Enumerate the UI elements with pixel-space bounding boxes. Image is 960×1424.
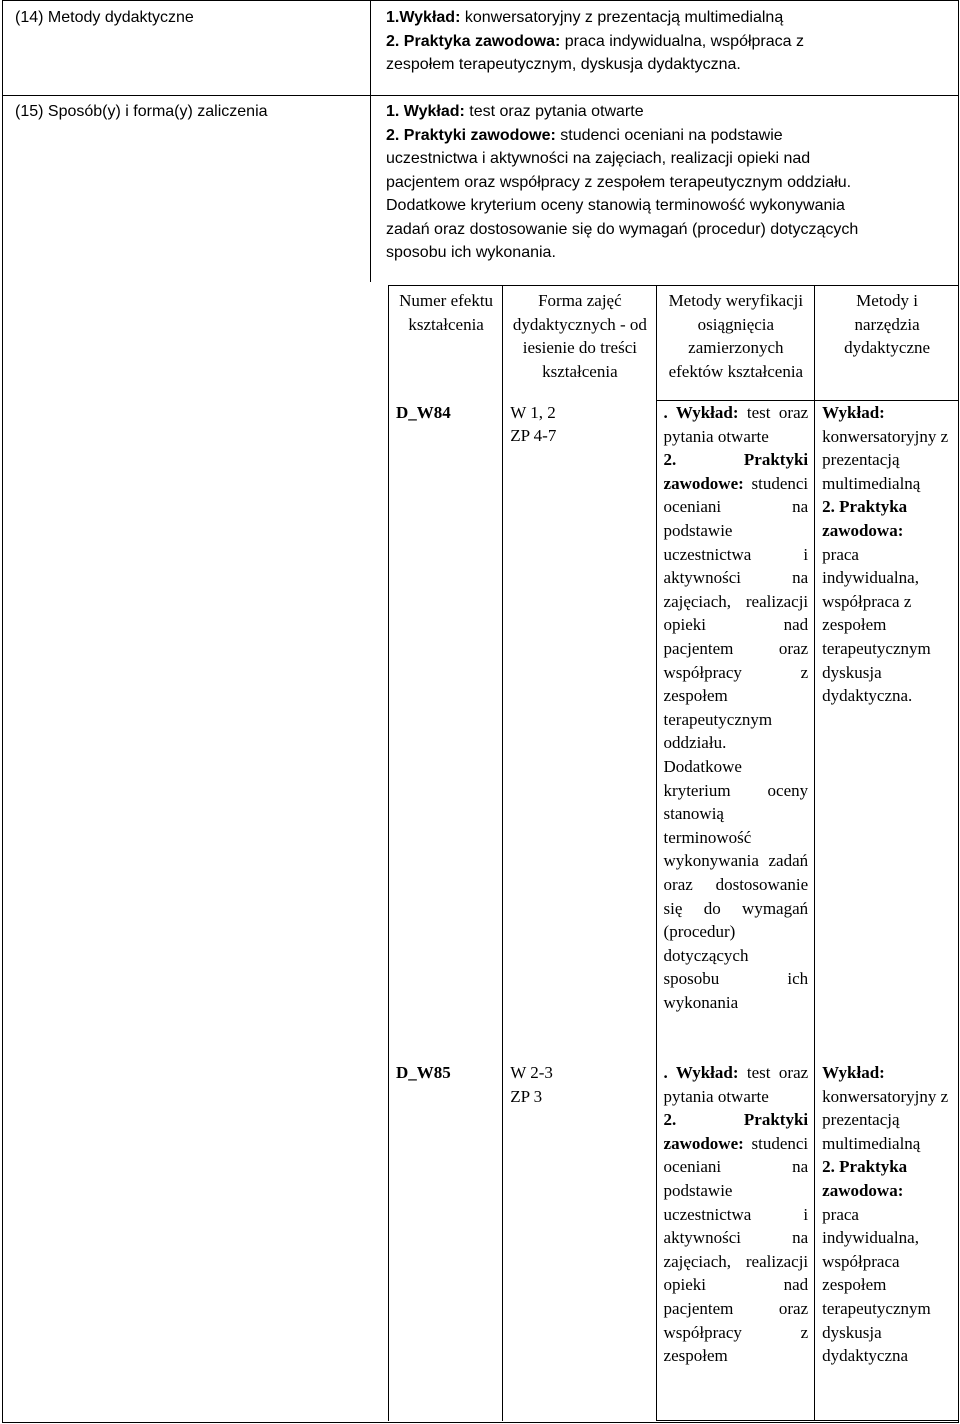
- row-code-cell: [389, 1061, 503, 1420]
- s14-wyklad-label: Wykład:: [399, 9, 461, 26]
- row-weryfikacja-cell: [656, 1061, 815, 1420]
- table-row: [389, 401, 959, 1062]
- s15-line6: zadań oraz dostosowanie się do wymagań (procedur) dotyczących: [386, 220, 859, 238]
- effect-code: D_W84: [396, 402, 451, 422]
- s15-line5: Dodatkowe kryterium oceny stanowią terminowość wykonywania: [386, 197, 845, 214]
- table-row: [389, 1061, 959, 1420]
- s14-num: 1.: [386, 9, 400, 26]
- weryf-wyklad-text: test oraz pytania otwarte: [663, 403, 809, 446]
- metody-praktyka-text: praca indywidualna, współpraca z zespołem terapeutycznym dyskusja dydaktyczna.: [822, 544, 931, 706]
- forma-line: W 1, 2: [510, 402, 556, 422]
- weryf-praktyki-label: 2. Praktyki zawodowe:: [663, 1110, 809, 1153]
- row-metody-cell: [815, 1061, 959, 1420]
- s15-line3: uczestnictwa i aktywności na zajęciach, realizacji opieki nad: [386, 150, 811, 167]
- metody-praktyka-label: 2. Praktyka zawodowa:: [822, 1157, 908, 1201]
- metody-praktyka-text: praca indywidualna, współpraca zespołem terapeutycznym dyskusja dydaktyczna: [822, 1204, 931, 1366]
- section-15-label: (15) Sposób(y) i forma(y) zaliczenia: [15, 103, 268, 120]
- weryf-praktyki-text: studenci oceniani na podstawie uczestnictwa i aktywności na zajęciach, realizacji opieki nad pacjentem oraz współpracy z zespołem terapeutycznym oddziału. Dodatkowe kryterium oceny stanowią terminowość wykonywania zadań oraz dostosowanie się do wymagań (procedur) dotyczących sposobu ich wykonania: [663, 473, 809, 1012]
- s14-wyklad-text: konwersatoryjny z prezentacją multimedialną: [460, 9, 784, 26]
- row-code-cell: [389, 401, 503, 1062]
- row-weryfikacja-cell: [656, 401, 815, 1062]
- weryf-praktyki-label: 2. Praktyki zawodowe:: [663, 450, 809, 493]
- forma-line: ZP 4-7: [510, 426, 557, 446]
- metody-wyklad-label: Wykład:: [822, 1063, 885, 1083]
- weryf-wyklad-label: . Wykład:: [663, 1063, 739, 1083]
- s14-praktyka-text: praca indywidualna, współpraca z: [560, 32, 804, 50]
- header-forma: Forma zajęć dydaktycznych - od iesienie do treści kształcenia: [503, 286, 656, 401]
- effects-table: [388, 285, 959, 1421]
- section-15-content: [386, 100, 946, 265]
- row-forma-cell: [503, 1061, 656, 1420]
- table-header-row: [389, 286, 959, 401]
- top-border: [3, 0, 958, 1]
- header-metody-weryfikacji: Metody weryfikacji osiągnięcia zamierzonych efektów kształcenia: [656, 286, 815, 401]
- section-14-content: [386, 6, 946, 77]
- metody-wyklad-text: konwersatoryjny z prezentacją multimedialną: [822, 426, 949, 493]
- s15-wyklad-text: test oraz pytania otwarte: [464, 103, 644, 120]
- row-metody-cell: [815, 401, 959, 1062]
- s15-wyklad-label: 1. Wykład:: [386, 103, 465, 120]
- s14-praktyka-label: 2. Praktyka zawodowa:: [386, 32, 561, 50]
- column-divider: [370, 0, 371, 282]
- weryf-wyklad-label: . Wykład:: [663, 403, 739, 423]
- s15-line7: sposobu ich wykonania.: [386, 244, 556, 261]
- s15-praktyki-text: studenci oceniani na podstawie: [555, 126, 783, 144]
- effect-code: D_W85: [396, 1063, 451, 1083]
- row-forma-cell: [503, 401, 656, 1062]
- forma-line: ZP 3: [510, 1086, 543, 1106]
- section-14-label: (14) Metody dydaktyczne: [15, 9, 194, 26]
- s14-line3: zespołem terapeutycznym, dyskusja dydaktyczna.: [386, 56, 741, 73]
- s15-praktyki-label: 2. Praktyki zawodowe:: [386, 126, 556, 144]
- metody-wyklad-label: Wykład:: [822, 403, 885, 423]
- header-numer: Numer efektu kształcenia: [389, 286, 503, 401]
- header-metody-narzedzia: Metody i narzędzia dydaktyczne: [815, 286, 959, 401]
- weryf-praktyki-text: studenci oceniani na podstawie uczestnictwa i aktywności na zajęciach, realizacji opieki nad pacjentem oraz współpracy z zespołem: [663, 1133, 809, 1366]
- weryf-wyklad-text: test oraz pytania otwarte: [663, 1063, 809, 1106]
- metody-wyklad-text: konwersatoryjny z prezentacją multimedialną: [822, 1086, 949, 1153]
- s15-line4: pacjentem oraz współpracy z zespołem terapeutycznym oddziału.: [386, 173, 852, 191]
- row-divider: [3, 95, 958, 96]
- forma-line: W 2-3: [510, 1063, 553, 1083]
- metody-praktyka-label: 2. Praktyka zawodowa:: [822, 497, 908, 541]
